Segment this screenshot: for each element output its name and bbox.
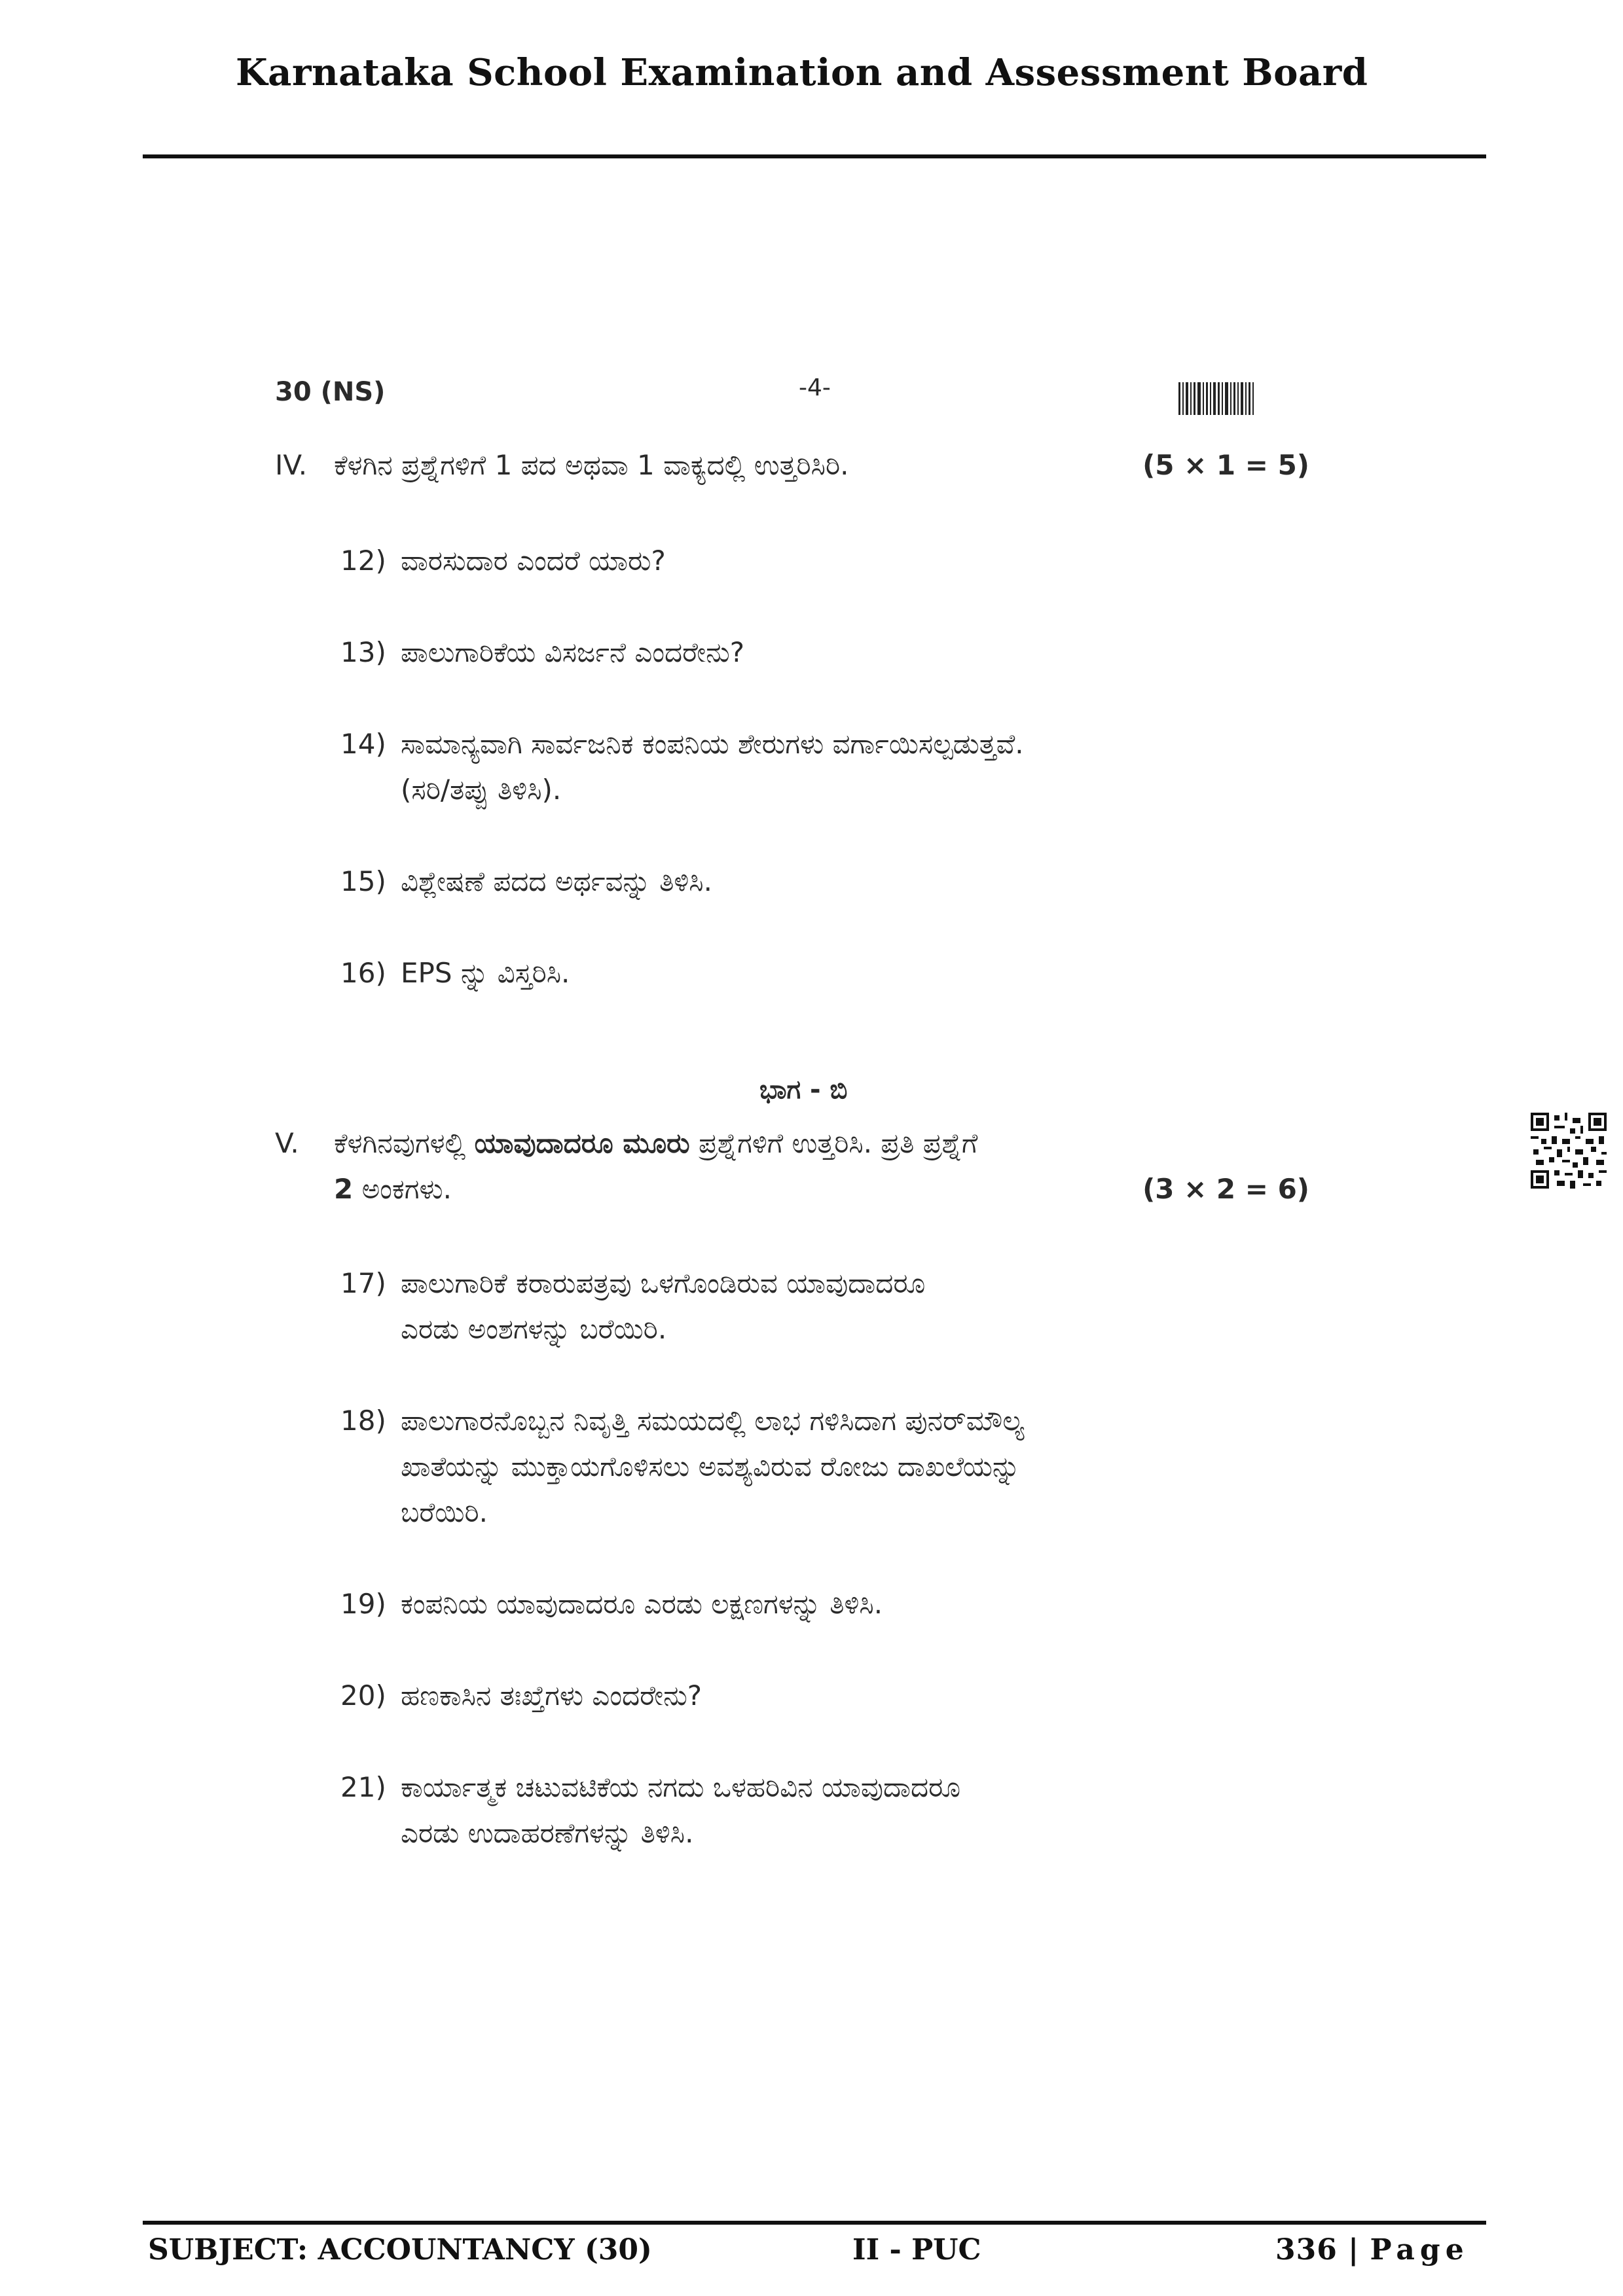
barcode-bar [1197, 382, 1201, 415]
question-number: 14) [340, 728, 386, 760]
barcode-bar [1178, 382, 1180, 415]
question-number: 21) [340, 1771, 386, 1803]
question-number: 17) [340, 1267, 386, 1299]
question-text: ಕಂಪನಿಯ ಯಾವುದಾದರೂ ಎರಡು ಲಕ್ಷಣಗಳನ್ನು ತಿಳಿಸಿ. [401, 1588, 883, 1620]
barcode-bar [1225, 382, 1228, 415]
instruction-bold: ಯಾವುದಾದರೂ ಮೂರು [474, 1127, 690, 1159]
section-marks: (5 × 1 = 5) [1142, 449, 1309, 481]
board-title: Karnataka School Examination and Assessment Board [236, 51, 1368, 94]
barcode-bar [1237, 382, 1239, 415]
barcode-bar [1249, 382, 1250, 415]
question-text: ವಾರಸುದಾರ ಎಂದರೆ ಯಾರು? [401, 545, 666, 577]
question-text-line3: ಬರೆಯಿರಿ. [401, 1496, 488, 1528]
section-number: IV. [275, 449, 308, 481]
page-marker: -4- [799, 374, 831, 401]
barcode-bar [1186, 382, 1188, 415]
barcode-bar [1213, 382, 1216, 415]
marks-count: 2 [334, 1173, 354, 1205]
question-number: 19) [340, 1588, 386, 1620]
barcode-bar [1241, 382, 1243, 415]
section-instruction-line2 [334, 1169, 452, 1210]
barcode-bar [1194, 382, 1195, 415]
barcode-icon [1178, 382, 1303, 415]
marks-word: ಅಂಕಗಳು. [353, 1173, 452, 1205]
footer-subject: SUBJECT: ACCOUNTANCY (30) [148, 2233, 652, 2267]
question-number: 12) [340, 545, 386, 577]
section-instruction [334, 1123, 1349, 1164]
barcode-bar [1203, 382, 1204, 415]
question-number: 13) [340, 636, 386, 668]
part-b-title: ಭಾಗ - ಬಿ [759, 1075, 848, 1105]
question-text: ಪಾಲುಗಾರನೊಬ್ಬನ ನಿವೃತ್ತಿ ಸಮಯದಲ್ಲಿ ಲಾಭ ಗಳಿಸಿದಾಗ ಪುನರ್‌ಮೌಲ್ಯ [401, 1405, 1025, 1437]
question-text: ಪಾಲುಗಾರಿಕೆ ಕರಾರುಪತ್ರವು ಒಳಗೊಂಡಿರುವ ಯಾವುದಾದರೂ [401, 1267, 926, 1299]
section-number: V. [275, 1127, 299, 1159]
barcode-bar [1190, 382, 1192, 415]
qr-code-icon [1531, 1113, 1607, 1189]
barcode-bar [1222, 382, 1223, 415]
question-number: 18) [340, 1405, 386, 1437]
question-text: ಪಾಲುಗಾರಿಕೆಯ ವಿಸರ್ಜನೆ ಎಂದರೇನು? [401, 636, 745, 668]
barcode-bar [1233, 382, 1235, 415]
barcode-bar [1206, 382, 1208, 415]
question-number: 16) [340, 957, 386, 989]
question-text: ಸಾಮಾನ್ಯವಾಗಿ ಸಾರ್ವಜನಿಕ ಕಂಪನಿಯ ಶೇರುಗಳು ವರ್ಗಾಯಿಸಲ್ಪಡುತ್ತವೆ. [401, 728, 1024, 760]
barcode-bar [1252, 382, 1254, 415]
barcode-bar [1230, 382, 1231, 415]
header-divider [143, 154, 1486, 158]
question-text: ಹಣಕಾಸಿನ ತಃಖ್ತೆಗಳು ಎಂದರೇನು? [401, 1679, 702, 1712]
paper-code: 30 (NS) [275, 377, 386, 407]
scanned-question-paper [249, 367, 1375, 1937]
question-number: 20) [340, 1679, 386, 1712]
page-separator: | [1337, 2233, 1370, 2267]
page-label: Page [1370, 2233, 1469, 2267]
section-marks: (3 × 2 = 6) [1142, 1173, 1309, 1205]
instruction-pre: ಕೆಳಗಿನವುಗಳಲ್ಲಿ [334, 1127, 475, 1159]
page-number: 336 [1275, 2233, 1338, 2267]
instruction-post: ಪ್ರಶ್ನೆಗಳಿಗೆ ಉತ್ತರಿಸಿ. ಪ್ರತಿ ಪ್ರಶ್ನೆಗೆ [689, 1127, 978, 1159]
footer-divider [143, 2221, 1486, 2225]
section-instruction: ಕೆಳಗಿನ ಪ್ರಶ್ನೆಗಳಿಗೆ 1 ಪದ ಅಥವಾ 1 ವಾಕ್ಯದಲ್ಲಿ ಉತ್ತರಿಸಿರಿ. [334, 449, 849, 481]
question-text-line2: (ಸರಿ/ತಪ್ಪು ತಿಳಿಸಿ). [401, 774, 562, 806]
barcode-bar [1182, 382, 1184, 415]
barcode-bar [1210, 382, 1211, 415]
barcode-bar [1245, 382, 1247, 415]
question-text-line2: ಎರಡು ಉದಾಹರಣೆಗಳನ್ನು ತಿಳಿಸಿ. [401, 1817, 694, 1849]
footer-class: II - PUC [852, 2233, 981, 2267]
question-text: ಕಾರ್ಯಾತ್ಮಕ ಚಟುವಟಿಕೆಯ ನಗದು ಒಳಹರಿವಿನ ಯಾವುದಾದರೂ [401, 1771, 961, 1803]
footer-page-info [1275, 2233, 1469, 2267]
question-text-line2: ಖಾತೆಯನ್ನು ಮುಕ್ತಾಯಗೊಳಿಸಲು ಅವಶ್ಯವಿರುವ ರೋಜು ದಾಖಲೆಯನ್ನು [401, 1450, 1021, 1482]
question-text: ವಿಶ್ಲೇಷಣೆ ಪದದ ಅರ್ಥವನ್ನು ತಿಳಿಸಿ. [401, 865, 712, 897]
barcode-bar [1218, 382, 1220, 415]
question-number: 15) [340, 865, 386, 897]
question-text-line2: ಎರಡು ಅಂಶಗಳನ್ನು ಬರೆಯಿರಿ. [401, 1313, 667, 1345]
question-text: EPS ನ್ನು ವಿಸ್ತರಿಸಿ. [401, 957, 570, 989]
